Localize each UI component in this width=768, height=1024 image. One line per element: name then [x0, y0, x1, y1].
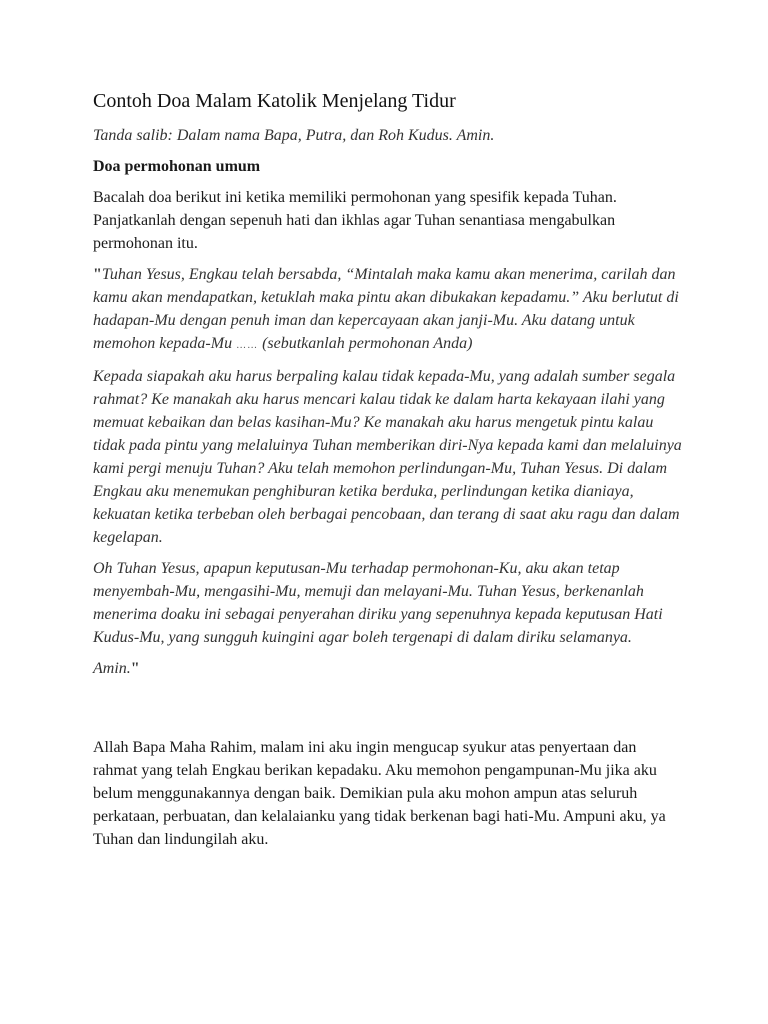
section-heading: Doa permohonan umum [93, 158, 261, 175]
prayer-paragraph-1-text: Tuhan Yesus, Engkau telah bersabda, “Mintalah maka kamu akan menerima, carilah dan kamu akan mendapatkan, ketuklah maka pintu akan dibukakan kepadamu.” Aku berlutut di hadapan-Mu dengan penuh iman dan kepercayaan akan janji-Mu. Aku datang untuk memohon kepada-Mu [93, 266, 679, 352]
ellipsis-placeholder: …… [236, 340, 259, 351]
prayer-paragraph-2: Kepada siapakah aku harus berpaling kalau tidak kepada-Mu, yang adalah sumber segala rahmat? Ke manakah aku harus mencari kalau tidak ke dalam harta kekayaan ilahi yang memuat kebaikan dan belas kasihan-Mu? Ke manakah aku harus mengetuk pintu kalau tidak pada pintu yang melaluinya Tuhan memberikan diri-Nya kepada kami dan melaluinya kami pergi menuju Tuhan? Aku telah memohon perlindungan-Mu, Tuhan Yesus. Di dalam Engkau aku menemukan penghiburan ketika berduka, perlindungan ketika dianiaya, kekuatan ketika terbeban oleh berbagai pencobaan, dan terang di saat aku ragu dan dalam kegelapan. [93, 368, 682, 546]
instruction-paragraph: Bacalah doa berikut ini ketika memiliki permohonan yang spesifik kepada Tuhan. Panjatkanlah dengan sepenuh hati dan ikhlas agar Tuhan senantiasa mengabulkan permohonan itu. [93, 189, 617, 252]
prayer-paragraph-1 [93, 263, 683, 357]
vertical-spacer [93, 688, 683, 736]
prayer-paragraph-3: Oh Tuhan Yesus, apapun keputusan-Mu terhadap permohonan-Ku, aku akan tetap menyembah-Mu, mengasihi-Mu, memuji dan melayani-Mu. Tuhan Yesus, berkenanlah menerima doaku ini sebagai penyerahan diriku yang sepenuhnya kepada keputusan Hati Kudus-Mu, yang sungguh kuingini agar boleh tergenapi di dalam diriku selamanya. [93, 560, 663, 646]
amen-text: Amin. [93, 660, 131, 677]
document-page [93, 88, 683, 859]
prayer-paragraph-1-suffix: (sebutkanlah permohonan Anda) [258, 335, 473, 352]
closing-prayer-paragraph: Allah Bapa Maha Rahim, malam ini aku ingin mengucap syukur atas penyertaan dan rahmat yang telah Engkau berikan kepadaku. Aku memohon pengampunan-Mu jika aku belum menggunakannya dengan baik. Demikian pula aku mohon ampun atas seluruh perkataan, perbuatan, dan kelalaianku yang tidak berkenan bagi hati-Mu. Ampuni aku, ya Tuhan dan lindungilah aku. [93, 739, 666, 848]
close-quote: " [130, 660, 140, 677]
sign-of-cross-line: Tanda salib: Dalam nama Bapa, Putra, dan Roh Kudus. Amin. [93, 127, 495, 144]
prayer-amen [93, 657, 683, 680]
page-title: Contoh Doa Malam Katolik Menjelang Tidur [93, 90, 456, 112]
open-quote: " [93, 266, 102, 283]
